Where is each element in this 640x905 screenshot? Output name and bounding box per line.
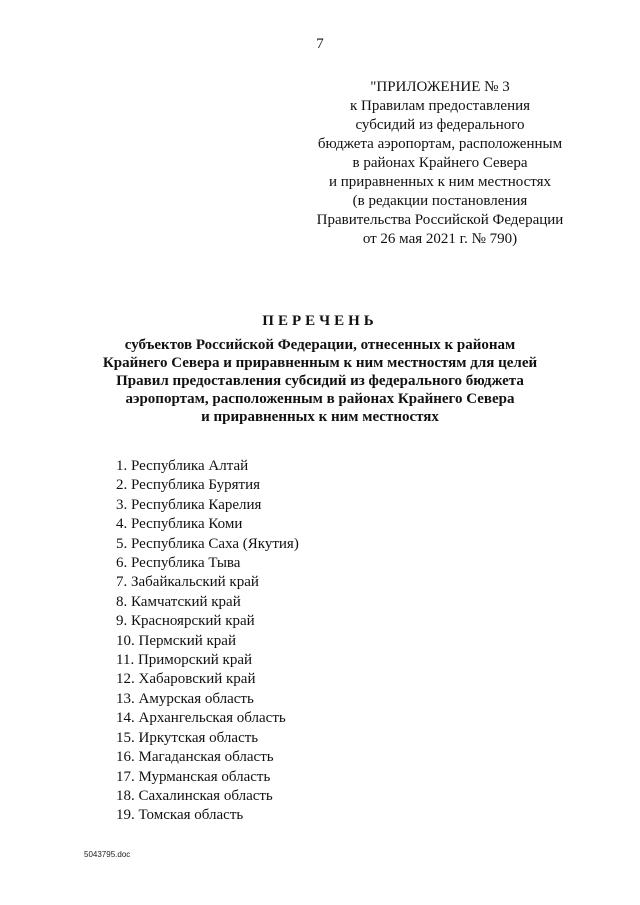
list-item: 2. Республика Бурятия — [116, 477, 261, 494]
list-item: 5. Республика Саха (Якутия) — [116, 535, 299, 552]
appendix-line: субсидий из федерального — [355, 117, 525, 133]
appendix-line: в районах Крайнего Севера — [352, 155, 528, 171]
list-item: 8. Камчатский край — [116, 593, 241, 610]
page-number: 7 — [316, 36, 324, 52]
list-item: 9. Красноярский край — [116, 613, 255, 630]
list-item: 13. Амурская область — [116, 690, 254, 707]
appendix-line: бюджета аэропортам, расположенным — [317, 136, 563, 152]
list-item: 17. Мурманская область — [116, 768, 271, 785]
subtitle-line: субъектов Российской Федерации, отнесенных к районам — [124, 337, 516, 353]
appendix-line: "ПРИЛОЖЕНИЕ № 3 — [370, 79, 510, 95]
list-item: 11. Приморский край — [116, 652, 253, 669]
list-item: 3. Республика Карелия — [116, 496, 262, 513]
appendix-line: от 26 мая 2021 г. № 790) — [362, 231, 518, 247]
list-item: 7. Забайкальский край — [116, 574, 259, 591]
list-item: 16. Магаданская область — [116, 749, 274, 766]
list-item: 19. Томская область — [116, 807, 244, 824]
list-item: 18. Сахалинская область — [116, 787, 273, 804]
entity-list — [116, 457, 299, 826]
document-title: ПЕРЕЧЕНЬ — [262, 313, 378, 329]
list-item: 15. Иркутская область — [116, 729, 259, 746]
footer-file-id: 5043795.doc — [84, 850, 131, 859]
subtitle-line: аэропортам, расположенным в районах Крайнего Севера — [125, 391, 515, 407]
subtitle-line: и приравненных к ним местностях — [201, 409, 439, 425]
list-item: 4. Республика Коми — [116, 516, 243, 533]
list-item: 10. Пермский край — [116, 632, 236, 649]
subtitle-line: Правил предоставления субсидий из федерального бюджета — [116, 373, 524, 389]
subtitle-line: Крайнего Севера и приравненным к ним местностям для целей — [102, 355, 538, 371]
appendix-header — [290, 78, 590, 249]
list-item: 14. Архангельская область — [116, 710, 286, 727]
list-item: 12. Хабаровский край — [116, 671, 256, 688]
appendix-line: Правительства Российской Федерации — [316, 212, 564, 228]
appendix-line: и приравненных к ним местностях — [328, 174, 552, 190]
list-item: 6. Республика Тыва — [116, 555, 241, 572]
appendix-line: (в редакции постановления — [352, 193, 528, 209]
document-subtitle — [0, 336, 640, 426]
list-item: 1. Республика Алтай — [116, 458, 249, 474]
appendix-line: к Правилам предоставления — [349, 98, 531, 114]
